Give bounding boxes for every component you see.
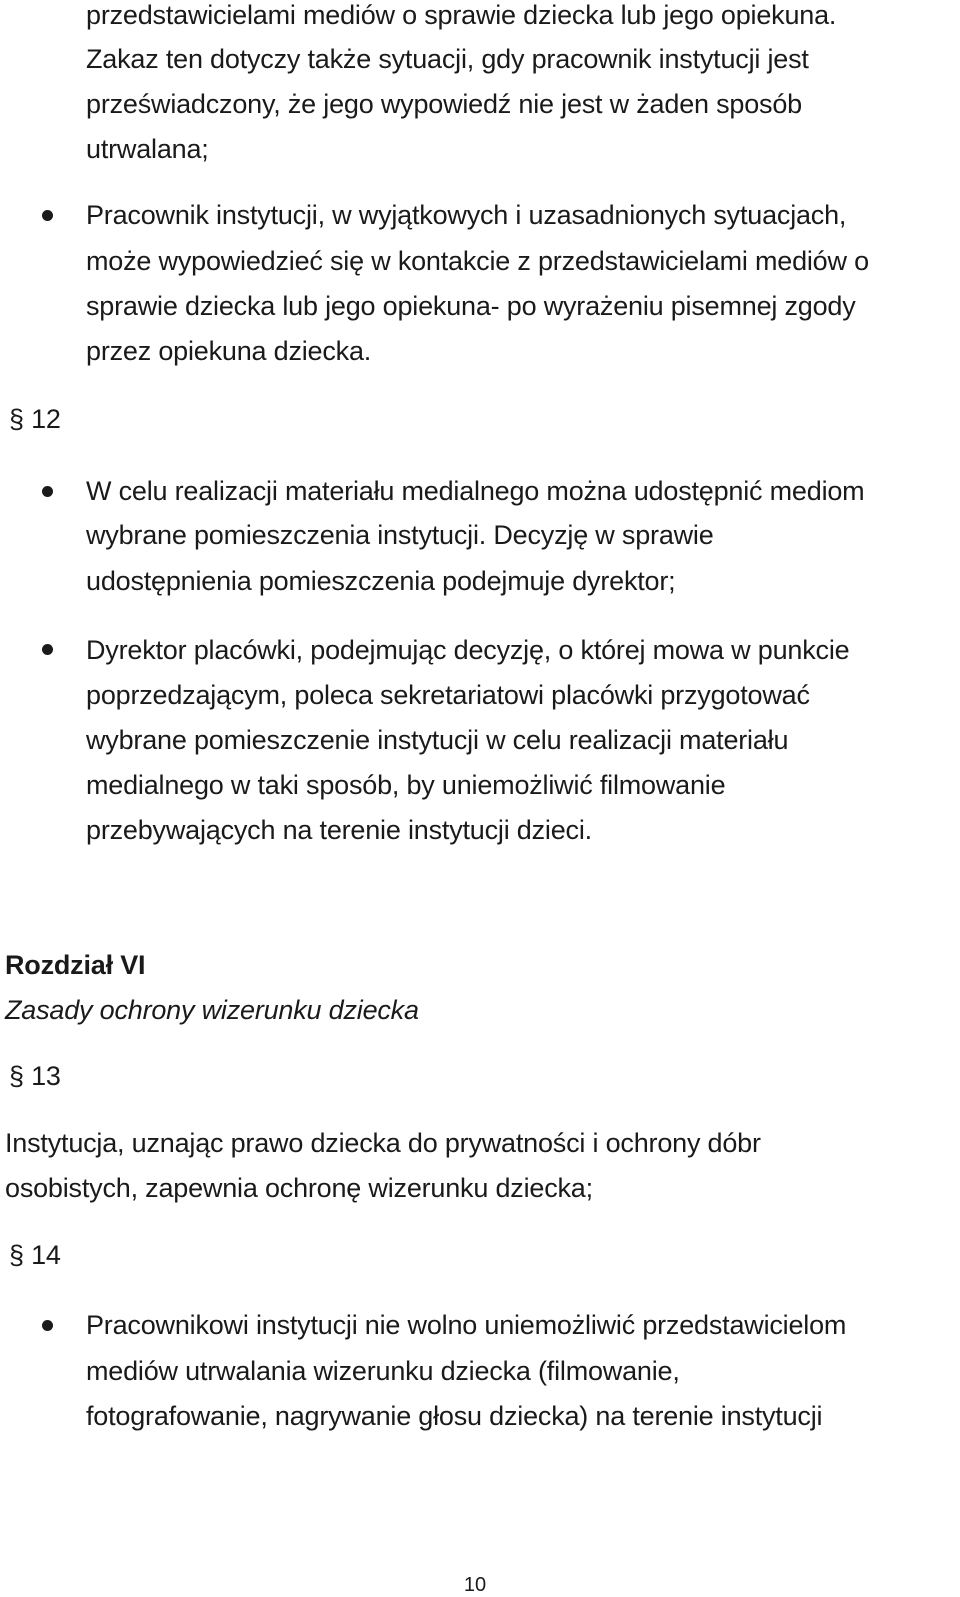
- chapter-subtitle: Zasady ochrony wizerunku dziecka: [5, 995, 419, 1025]
- bullet-d-line-2: mediów utrwalania wizerunku dziecka (filmowanie,: [86, 1356, 680, 1386]
- bullet-b-line-2: wybrane pomieszczenia instytucji. Decyzję w sprawie: [86, 520, 714, 550]
- section-13-line-2: osobistych, zapewnia ochronę wizerunku dziecka;: [5, 1173, 593, 1203]
- bullet-icon: [42, 210, 53, 221]
- intro-line-4: utrwalana;: [86, 134, 209, 164]
- page-number: 10: [463, 1574, 487, 1596]
- intro-line-3: przeświadczony, że jego wypowiedź nie jest w żaden sposób: [86, 89, 802, 119]
- section-14-heading: § 14: [9, 1240, 61, 1270]
- bullet-a-line-2: może wypowiedzieć się w kontakcie z przedstawicielami mediów o: [86, 246, 869, 276]
- section-12-heading: § 12: [9, 404, 61, 434]
- bullet-c-line-5: przebywających na terenie instytucji dzieci.: [86, 815, 592, 845]
- bullet-a-line-4: przez opiekuna dziecka.: [86, 336, 372, 366]
- intro-line-2: Zakaz ten dotyczy także sytuacji, gdy pracownik instytucji jest: [86, 44, 809, 74]
- section-13-heading: § 13: [9, 1061, 61, 1091]
- bullet-icon: [42, 1320, 53, 1331]
- bullet-c-line-2: poprzedzającym, poleca sekretariatowi placówki przygotować: [86, 680, 810, 710]
- bullet-b-line-3: udostępnienia pomieszczenia podejmuje dyrektor;: [86, 566, 676, 596]
- chapter-title: Rozdział VI: [5, 950, 146, 980]
- intro-line-1: przedstawicielami mediów o sprawie dziecka lub jego opiekuna.: [86, 0, 837, 30]
- bullet-d-line-3: fotografowanie, nagrywanie głosu dziecka) na terenie instytucji: [86, 1401, 823, 1431]
- bullet-a-line-1: Pracownik instytucji, w wyjątkowych i uzasadnionych sytuacjach,: [86, 200, 847, 230]
- section-13-line-1: Instytucja, uznając prawo dziecka do prywatności i ochrony dóbr: [5, 1128, 761, 1158]
- bullet-c-line-3: wybrane pomieszczenie instytucji w celu realizacji materiału: [86, 725, 789, 755]
- bullet-icon: [42, 644, 53, 655]
- bullet-icon: [42, 486, 53, 497]
- bullet-d-line-1: Pracownikowi instytucji nie wolno uniemożliwić przedstawicielom: [86, 1310, 847, 1340]
- bullet-c-line-1: Dyrektor placówki, podejmując decyzję, o której mowa w punkcie: [86, 635, 850, 665]
- bullet-c-line-4: medialnego w taki sposób, by uniemożliwić filmowanie: [86, 770, 726, 800]
- bullet-a-line-3: sprawie dziecka lub jego opiekuna- po wyrażeniu pisemnej zgody: [86, 291, 856, 321]
- bullet-b-line-1: W celu realizacji materiału medialnego można udostępnić mediom: [86, 476, 865, 506]
